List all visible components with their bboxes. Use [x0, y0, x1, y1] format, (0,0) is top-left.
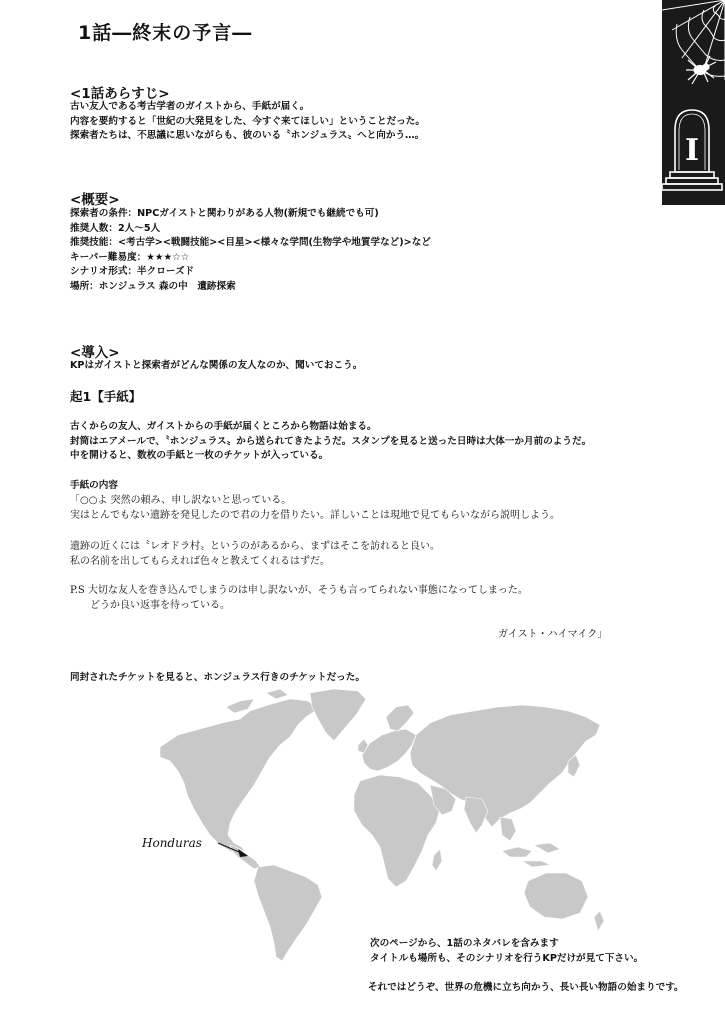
synopsis-line: 探索者たちは、不思議に思いながらも、彼のいる〝ホンジュラス〟へと向かう…。	[70, 130, 425, 141]
synopsis-line: 内容を要約すると「世紀の大発見をした、今すぐ来てほしい」ということだった。	[70, 115, 425, 127]
ticket-line: 同封されたチケットを見ると、ホンジュラス行きのチケットだった。	[70, 672, 365, 683]
synopsis-line: 古い友人である考古学者のガイストから、手紙が届く。	[70, 101, 310, 112]
chapter-numeral: I	[684, 133, 700, 168]
chapter-sidebar	[662, 0, 725, 205]
closing-line: タイトルも場所も、そのシナリオを行うKPだけが見て下さい。	[370, 952, 644, 964]
section-line: 古くからの友人、ガイストからの手紙が届くところから物語は始まる。	[70, 421, 377, 432]
overview-line: シナリオ形式：半クローズド	[70, 266, 195, 277]
australia-shape	[524, 873, 588, 919]
south-america-shape	[254, 865, 322, 961]
scandinavia-shape	[386, 705, 414, 731]
europe-shape	[362, 729, 416, 771]
overview-line: 推奨人数：2人〜5人	[70, 222, 161, 234]
new-zealand-shape	[594, 911, 604, 931]
synopsis-body	[70, 100, 425, 144]
intro-heading: <導入>	[70, 345, 120, 361]
overview-line: 場所：ホンジュラス 森の中 遺跡探索	[70, 280, 236, 292]
letter-line: 「○○よ 突然の頼み、申し訳ないと思っている。	[70, 495, 292, 506]
letter-line: どうか良い返事を待っている。	[70, 599, 230, 611]
letter-para1	[70, 494, 560, 523]
overview-line: キーパー難易度：★★★☆☆	[70, 251, 190, 263]
letter-ps	[70, 584, 528, 613]
closing-note	[370, 937, 684, 995]
section-body	[70, 420, 591, 464]
intro-line: KPはガイストと探索者がどんな関係の友人なのか、聞いておこう。	[70, 360, 363, 371]
overview-heading: <概要>	[70, 192, 120, 208]
section-line: 中を開けると、数枚の手紙と一枚のチケットが入っている。	[70, 450, 329, 461]
africa-shape	[354, 775, 440, 887]
world-map	[130, 685, 610, 965]
central-america-shape	[230, 845, 260, 869]
letter-line: 遺跡の近くには〝レオドラ村〟というのがあるから、まずはそこを訪れると良い。	[70, 541, 440, 552]
section-line: 封筒はエアメールで、〝ホンジュラス〟から送られてきたようだ。スタンプを見ると送った日時は大体一か月前のようだ。	[70, 435, 592, 447]
overview-line: 推奨技能：<考古学><戦闘技能><目星><様々な学問(生物学や地質学など)>など	[70, 237, 431, 248]
indonesia-shape	[502, 843, 560, 867]
letter-line: P.S 大切な友人を巻き込んでしまうのは申し訳ないが、そうも言ってられない事態になってしまった。	[70, 585, 528, 596]
closing-line: 次のページから、1話のネタバレを含みます	[370, 938, 559, 949]
closing-line: それではどうぞ、世界の危機に立ち向かう、長い長い物語の始まりです。	[368, 981, 684, 993]
greenland-shape	[310, 689, 366, 741]
section-heading: 起1【手紙】	[70, 389, 142, 404]
madagascar-shape	[432, 849, 442, 871]
closing-line-spacer	[370, 966, 684, 981]
letter-line: 私の名前を出してもらえれば色々と教えてくれるはずだ。	[70, 555, 330, 567]
spider-web-icon	[662, 0, 725, 80]
map-label-honduras: Honduras	[142, 836, 202, 850]
page-title: 1話―終末の予言―	[78, 22, 253, 44]
north-america-shape	[160, 699, 318, 857]
letter-para2	[70, 540, 440, 569]
letter-line: 実はとんでもない遺跡を発見したので君の力を借りたい。詳しいことは現地で見てもらいながら説明しよう。	[70, 509, 560, 521]
southeast-asia-shape	[500, 817, 516, 841]
sidebar-art	[662, 0, 725, 205]
letter-signature: ガイスト・ハイマイク」	[498, 629, 608, 640]
letter-heading: 手紙の内容	[70, 480, 118, 491]
overview-body	[70, 207, 431, 294]
overview-line: 探索者の条件：NPCガイストと関わりがある人物(新規でも継続でも可)	[70, 208, 379, 219]
synopsis-heading: <1話あらすじ>	[70, 86, 170, 102]
